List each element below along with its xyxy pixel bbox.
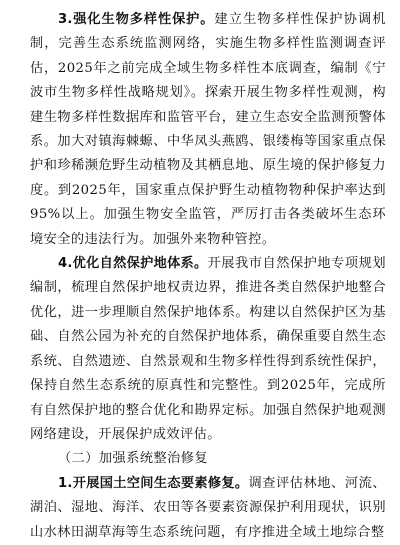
section-title: （二）加强系统整治修复	[58, 451, 209, 467]
paragraph-heading: 1.开展国土空间生态要素修复。	[58, 475, 249, 491]
paragraph-body: 建立生物多样性保护协调机制，完善生态系统监测网络，实施生物多样性监测调查评估，2025年之前完成全域生物多样性本底调查，编制《宁波市生物多样性战略规划》。探索开展生物多样性观测，构建生物多样性数据库和监管平台，建立生态安全监测预警体系。加大对镇海棘螈、中华凤头燕鸥、银缕梅等国家重点保护和珍稀濒危野生动植物及其栖息地、原生境的保护修复力度。到2025年，国家重点保护野生动植物物种保护率达到95%以上。加强生物安全监管，严厉打击各类破坏生态环境安全的违法行为。加强外来物种管控。	[30, 12, 386, 247]
paragraph-body: 开展我市自然保护地专项规划编制，梳理自然保护地权责边界，推进各类自然保护地整合优化，进一步理顺自然保护地体系。构建以自然保护区为基础、自然公园为补充的自然保护地体系，确保重要自然生态系统、自然遗迹、自然景观和生物多样性得到系统性保护，保持自然生态系统的原真性和完整性。到2025年，完成所有自然保护地的整合优化和勘界定标。加强自然保护地观测网络建设，开展保护成效评估。	[30, 256, 386, 442]
paragraph-heading: 3.强化生物多样性保护。	[58, 12, 215, 27]
paragraph-heading: 4.优化自然保护地体系。	[58, 256, 208, 272]
paragraph-protected-areas	[30, 252, 386, 447]
paragraph-ecological-restoration	[30, 472, 386, 545]
paragraph-body: 调查评估林地、河流、湖泊、湿地、海洋、农田等各要素资源保护利用现状，识别山水林田湖草海等生态系统问题，有序推进全域土地综合整	[30, 475, 387, 540]
paragraph-biodiversity	[30, 8, 386, 252]
